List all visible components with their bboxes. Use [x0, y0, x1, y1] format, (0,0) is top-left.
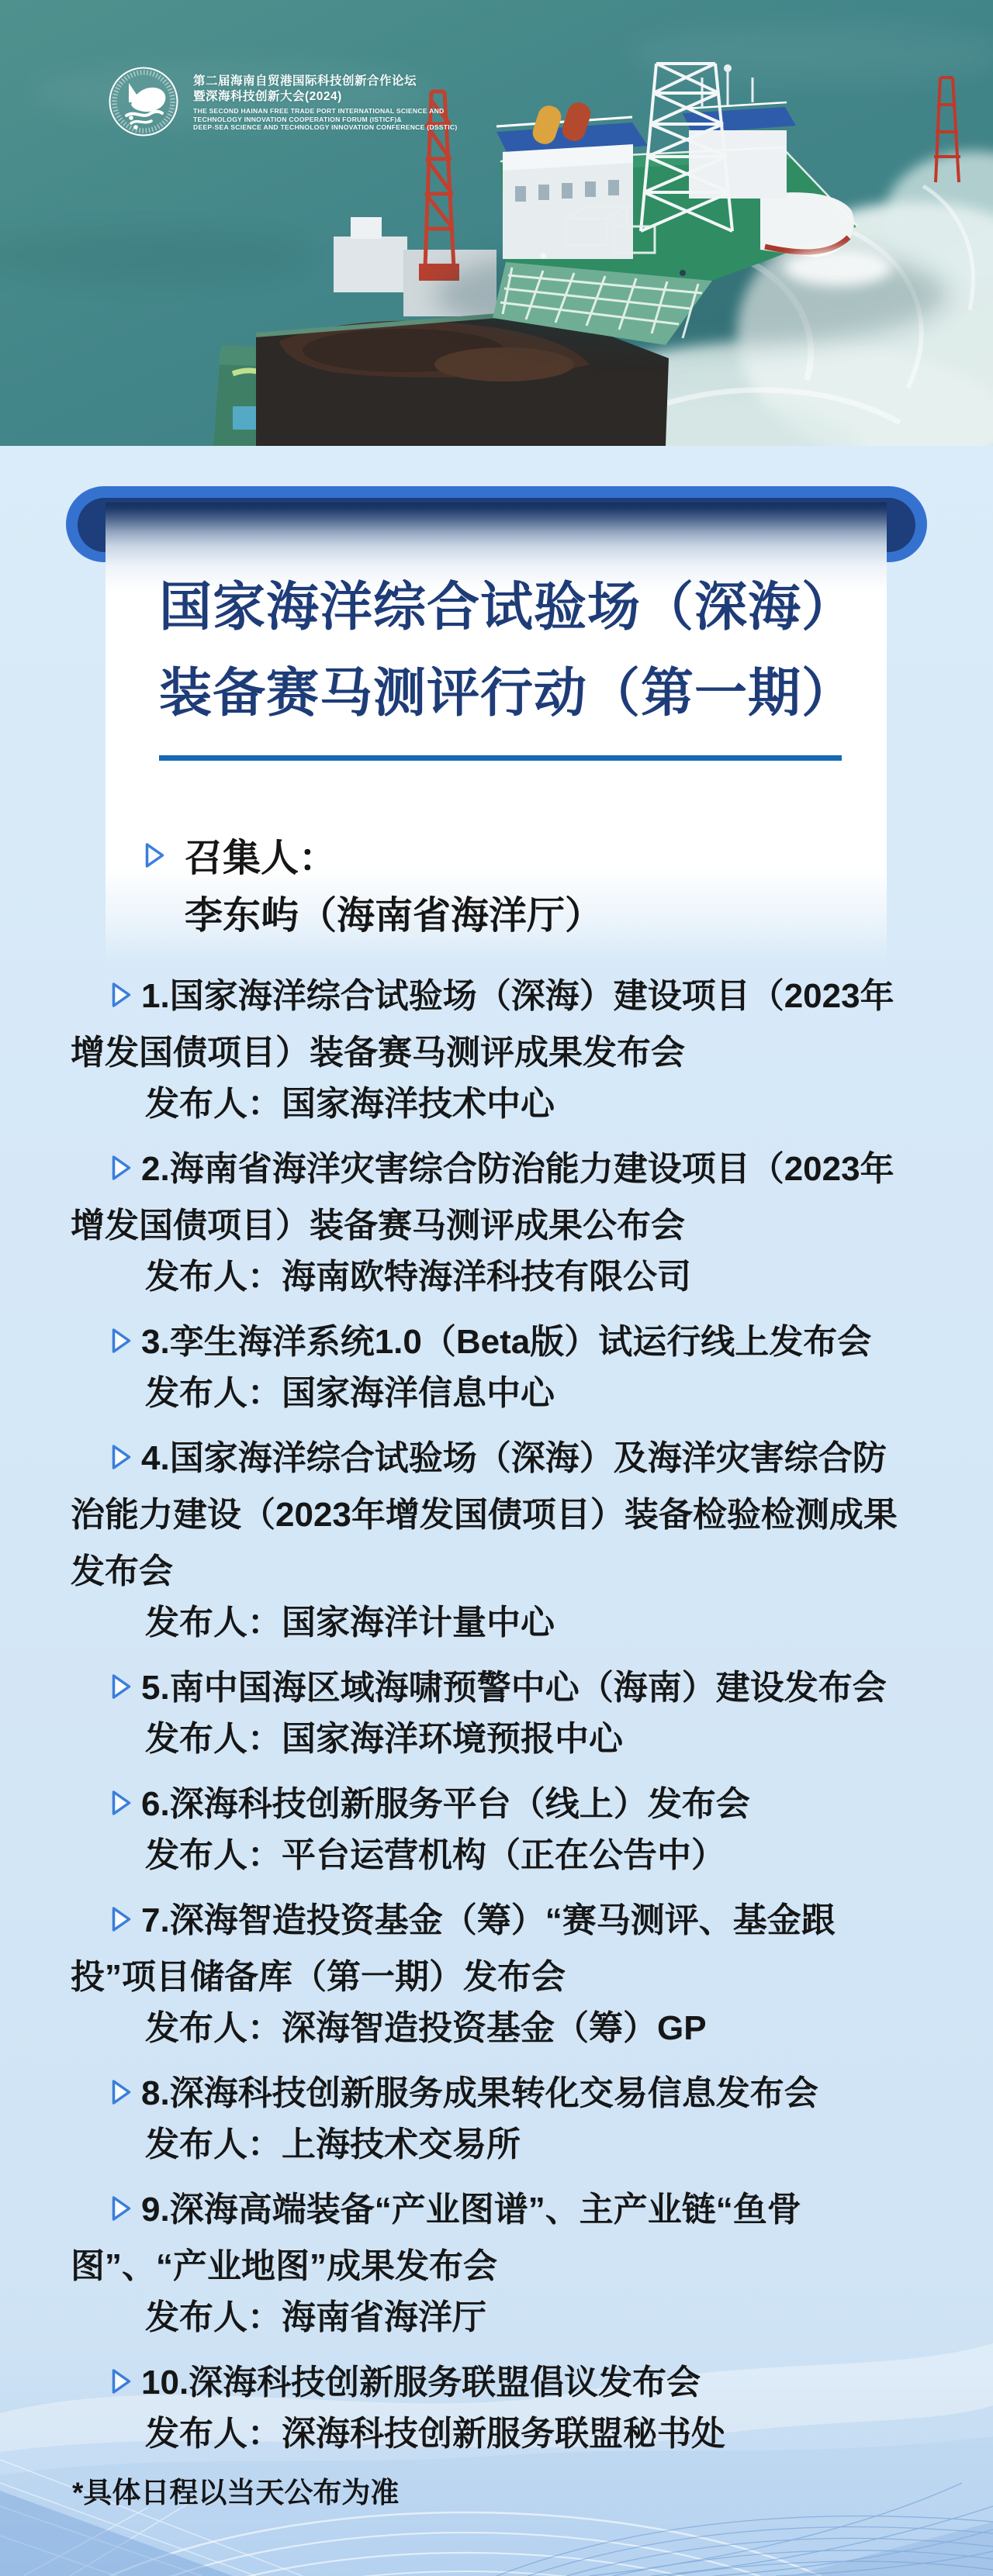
- agenda-item: [0, 1141, 993, 1305]
- event-title-line1: 国家海洋综合试验场（深海）: [159, 578, 856, 637]
- item-publisher: 发布人：深海科技创新服务联盟秘书处: [145, 2415, 725, 2453]
- item-publisher: 发布人：海南省海洋厅: [145, 2298, 486, 2336]
- logo-title-zh-line1: 第二届海南自贸港国际科技创新合作论坛: [193, 74, 417, 88]
- item-publisher: 发布人：国家海洋计量中心: [145, 1604, 555, 1642]
- paper-card: [106, 502, 887, 962]
- item-publisher: 发布人：平台运营机构（正在公告中）: [145, 1836, 725, 1874]
- item-marker-icon: [111, 1443, 132, 1471]
- agenda-item: [0, 1776, 993, 1884]
- conference-logo: [0, 0, 993, 446]
- item-title: 10.深海科技创新服务联盟倡议发布会: [71, 2354, 993, 2411]
- logo-title-en-line2: TECHNOLOGY INNOVATION COOPERATION FORUM (ISTICF)&: [193, 115, 402, 123]
- item-title: 1.国家海洋综合试验场（深海）建设项目（2023年 增发国债项目）装备赛马测评成果发布会: [71, 977, 894, 1072]
- agenda-item: [0, 968, 993, 1132]
- agenda-item: [0, 2354, 993, 2462]
- agenda-item: [0, 2065, 993, 2173]
- convener-name: 李东屿（海南省海洋厅）: [185, 895, 604, 937]
- logo-title-en-line1: THE SECOND HAINAN FREE TRADE PORT INTERNATIONAL SCIENCE AND: [193, 107, 445, 115]
- item-marker-icon: [111, 2194, 132, 2222]
- agenda-item: [0, 1430, 993, 1651]
- agenda-item: [0, 1314, 993, 1421]
- item-title: 8.深海科技创新服务成果转化交易信息发布会: [71, 2065, 993, 2122]
- item-marker-icon: [111, 2078, 132, 2106]
- schedule-note: *具体日程以当天公布为准: [72, 2477, 400, 2509]
- item-publisher: 发布人：国家海洋环境预报中心: [145, 1720, 623, 1758]
- item-marker-icon: [111, 1789, 132, 1817]
- agenda-item: [0, 1892, 993, 2056]
- item-title: 3.孪生海洋系统1.0（Beta版）试运行线上发布会: [71, 1314, 993, 1370]
- convener-block: [144, 825, 856, 946]
- agenda-item: [0, 1659, 993, 1767]
- agenda-item: [0, 2181, 993, 2346]
- convener-label: 召集人：: [185, 837, 337, 879]
- item-marker-icon: [111, 1154, 132, 1182]
- logo-title-zh-line2: 暨深海科技创新大会(2024): [193, 89, 342, 103]
- item-marker-icon: [111, 2367, 132, 2395]
- agenda-list: [0, 968, 993, 2471]
- item-marker-icon: [111, 1673, 132, 1701]
- item-marker-icon: [111, 1327, 132, 1355]
- item-marker-icon: [111, 1905, 132, 1933]
- item-title: 6.深海科技创新服务平台（线上）发布会: [71, 1776, 993, 1832]
- event-title-line2: 装备赛马测评行动（第一期）: [159, 664, 856, 723]
- title-underline: [159, 755, 842, 761]
- item-title: 9.深海高端装备“产业图谱”、主产业链“鱼骨 图”、“产业地图”成果发布会: [71, 2191, 801, 2285]
- item-publisher: 发布人：国家海洋信息中心: [145, 1374, 555, 1412]
- item-marker-icon: [111, 981, 132, 1009]
- convener-marker-icon: [144, 841, 165, 869]
- logo-title-en-line3: DEEP-SEA SCIENCE AND TECHNOLOGY INNOVATION CONFERENCE (DSSTIC): [193, 123, 458, 132]
- item-publisher: 发布人：海南欧特海洋科技有限公司: [145, 1258, 691, 1296]
- item-title: 2.海南省海洋灾害综合防治能力建设项目（2023年 增发国债项目）装备赛马测评成果公布会: [71, 1150, 894, 1245]
- item-title: 5.南中国海区域海啸预警中心（海南）建设发布会: [71, 1659, 993, 1716]
- logo-wave-sail-icon: [108, 66, 179, 137]
- item-title: 4.国家海洋综合试验场（深海）及海洋灾害综合防 治能力建设（2023年增发国债项目）装备检验检测成果 发布会: [71, 1439, 898, 1590]
- item-publisher: 发布人：国家海洋技术中心: [145, 1085, 555, 1123]
- item-title: 7.深海智造投资基金（筹）“赛马测评、基金跟 投”项目储备库（第一期）发布会: [71, 1901, 836, 1996]
- item-publisher: 发布人：深海智造投资基金（筹）GP: [145, 2009, 707, 2047]
- item-publisher: 发布人：上海技术交易所: [145, 2125, 521, 2163]
